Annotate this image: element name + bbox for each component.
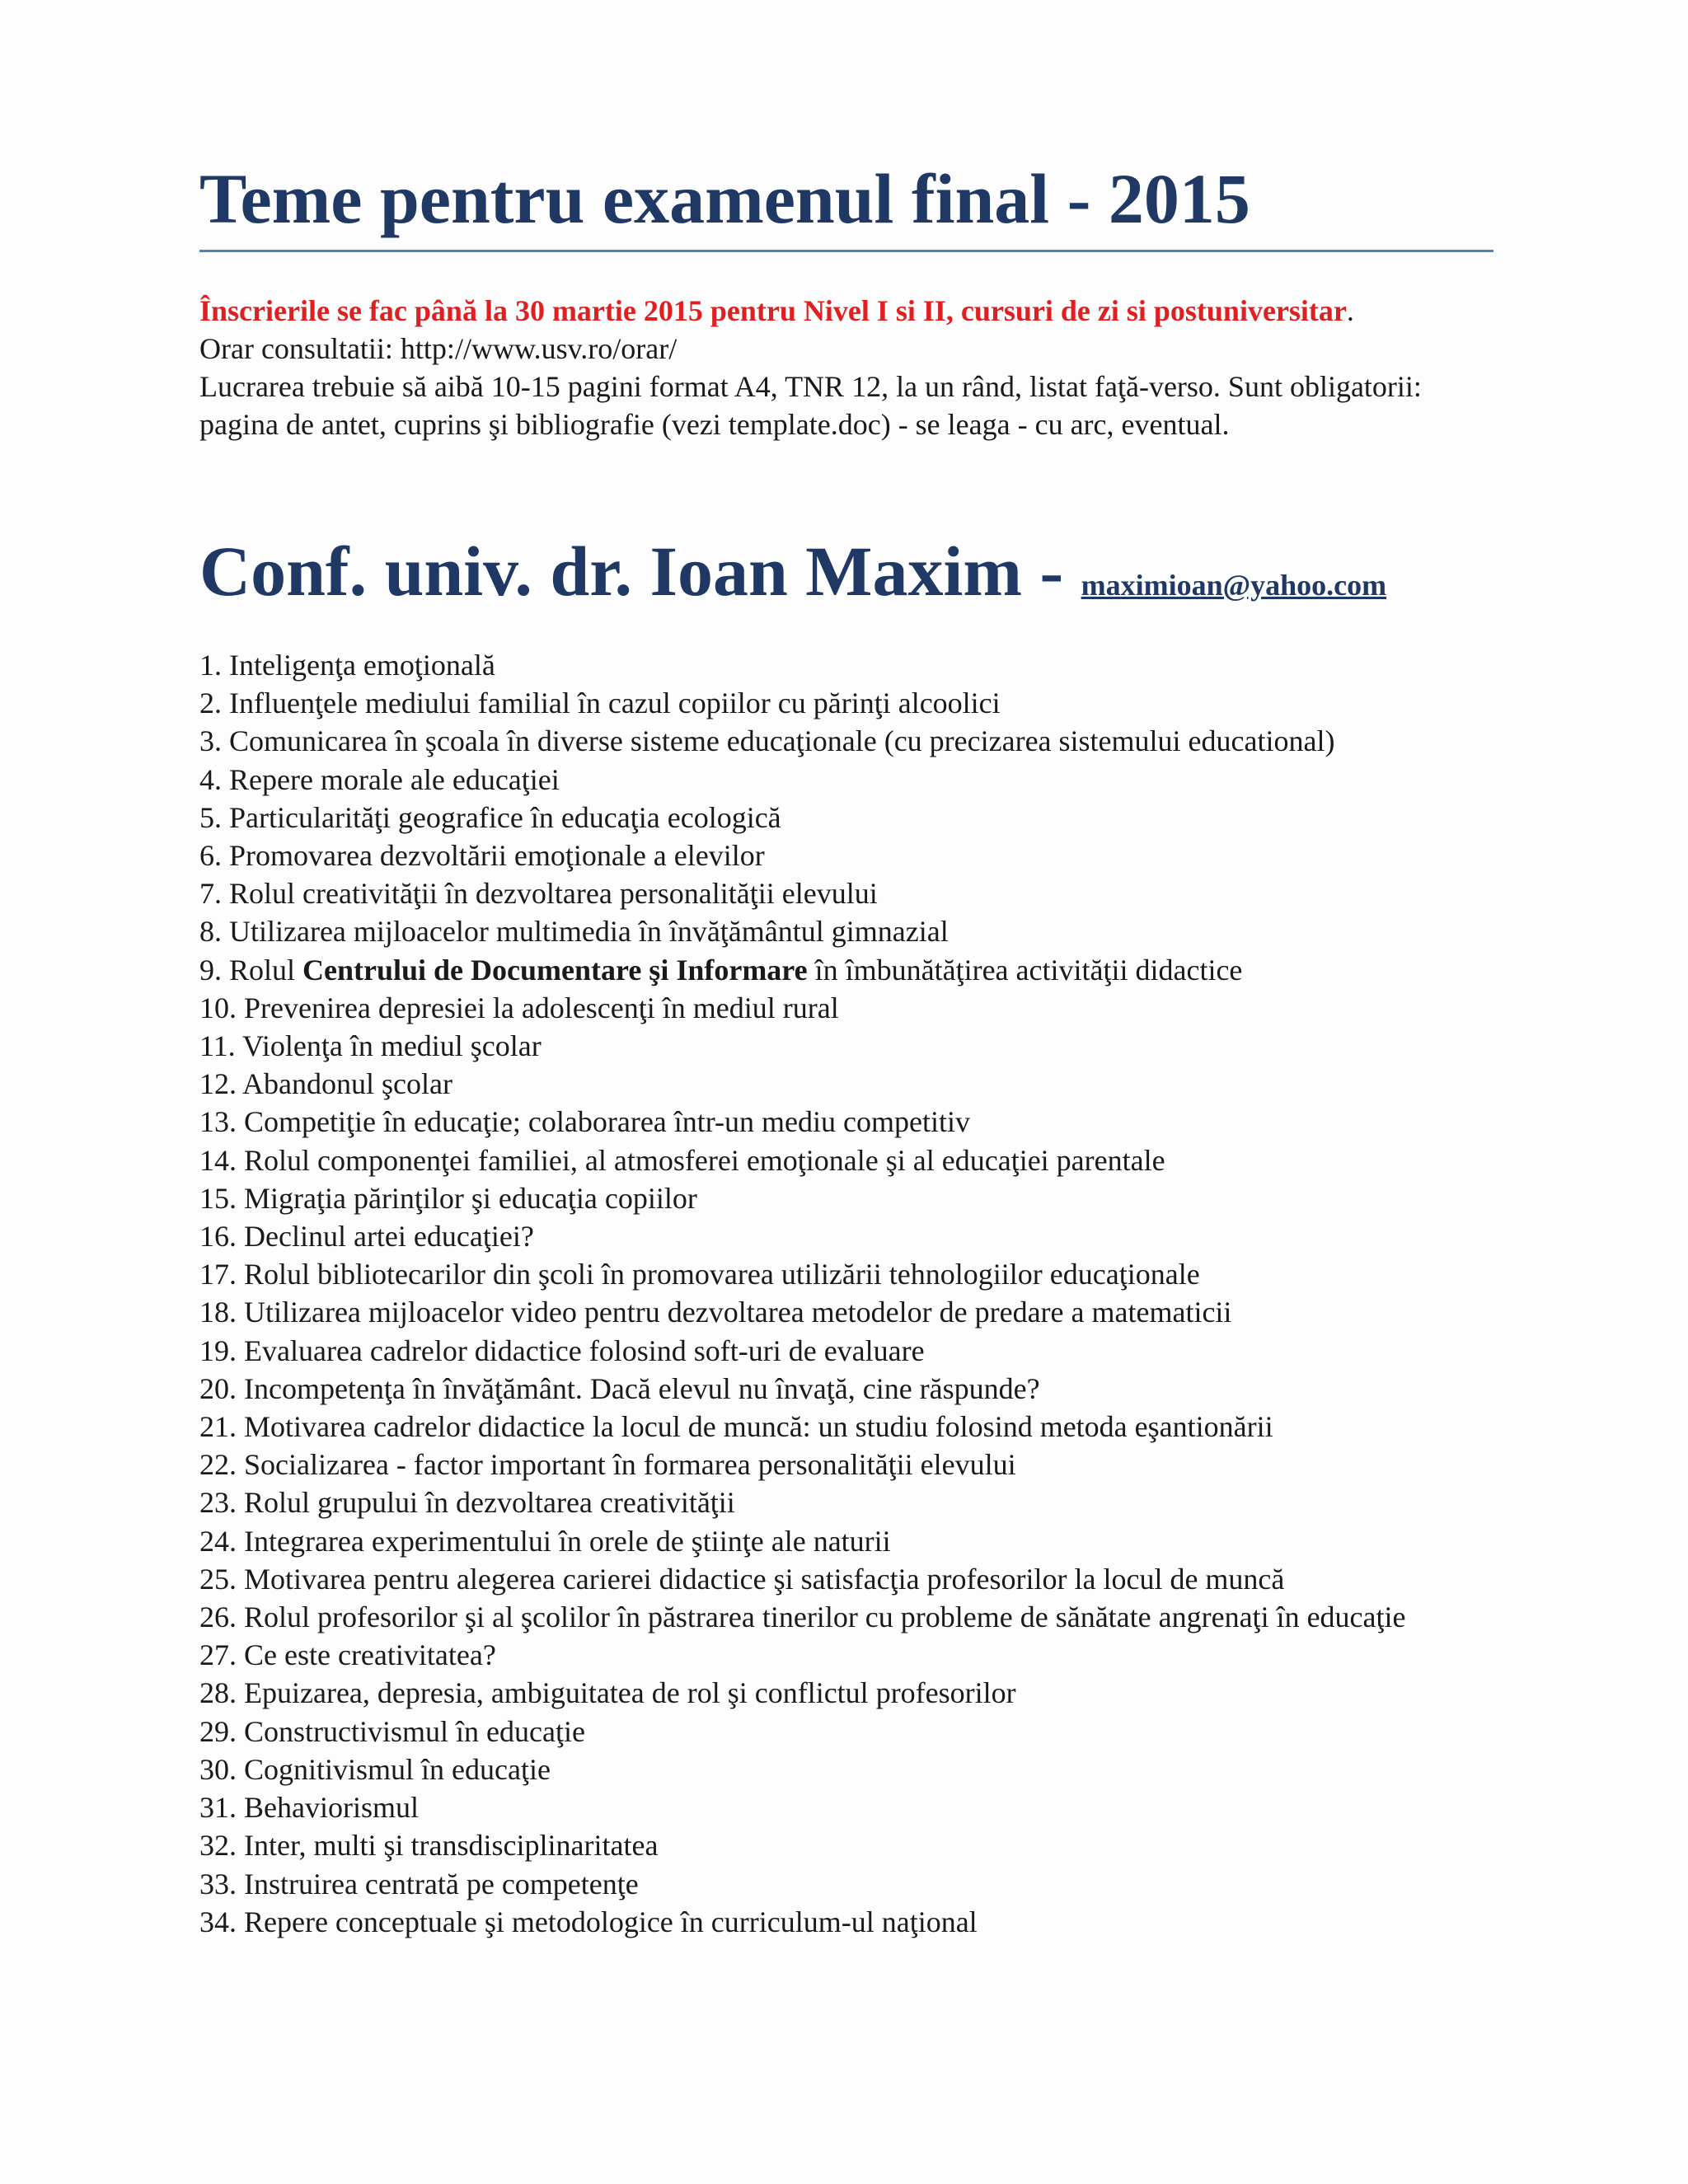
topic-item: 7. Rolul creativităţii în dezvoltarea personalităţii elevului [199,877,878,911]
topic-item: 5. Particularităţi geografice în educaţia ecologică [199,800,781,834]
topic-item: 8. Utilizarea mijloacelor multimedia în învăţământul gimnazial [199,915,949,949]
topic-item: 19. Evaluarea cadrelor didactice folosind soft-uri de evaluare [199,1333,925,1367]
intro-section [199,292,1493,443]
topic-item: 26. Rolul profesorilor şi al şcolilor în păstrarea tinerilor cu probleme de sănătate angrenaţi în educaţie [199,1601,1406,1634]
topic-item: 15. Migraţia părinţilor şi educaţia copiilor [199,1181,697,1215]
topic-item: 11. Violenţa în mediul şcolar [199,1029,542,1063]
topic-item: 16. Declinul artei educaţiei? [199,1220,534,1254]
topic-item: 25. Motivarea pentru alegerea carierei didactice şi satisfacţia profesorilor la locul de muncă [199,1562,1285,1596]
topic-item: 13. Competiţie în educaţie; colaborarea într-un mediu competitiv [199,1105,970,1139]
professor-heading [199,532,1387,611]
topic-item: 33. Instruirea centrată pe competenţe [199,1867,639,1900]
topic-9-rest: în îmbunătăţirea activităţii didactice [807,953,1243,987]
topic-9-prefix: 9. Rolul [199,953,303,987]
topic-item: 10. Prevenirea depresiei la adolescenţi în mediul rural [199,991,839,1024]
topic-item: 3. Comunicarea în şcoala în diverse sisteme educaţionale (cu precizarea sistemului educational) [199,724,1335,758]
professor-name: Conf. univ. dr. Ioan Maxim - [199,532,1081,611]
topic-item: 34. Repere conceptuale şi metodologice în curriculum-ul naţional [199,1905,978,1938]
topic-item [199,951,1493,989]
professor-email-link[interactable]: maximioan@yahoo.com [1081,569,1387,602]
topic-item: 18. Utilizarea mijloacelor video pentru dezvoltarea metodelor de predare a matematicii [199,1296,1232,1329]
topic-item: 23. Rolul grupului în dezvoltarea creativităţii [199,1486,735,1520]
topic-item: 29. Constructivismul în educaţie [199,1714,585,1748]
topic-item: 28. Epuizarea, depresia, ambiguitatea de rol şi conflictul profesorilor [199,1676,1016,1710]
topic-item: 32. Inter, multi şi transdisciplinaritatea [199,1829,659,1863]
topic-item: 24. Integrarea experimentului în orele de ştiinţe ale naturii [199,1524,891,1558]
topics-list [199,646,1493,1941]
topic-item: 14. Rolul componenţei familiei, al atmosferei emoţionale şi al educaţiei parentale [199,1143,1165,1177]
topic-item: 6. Promovarea dezvoltării emoţionale a elevilor [199,839,765,873]
topic-item: 1. Inteligenţa emoţională [199,649,495,682]
consultation-schedule: Orar consultatii: http://www.usv.ro/orar/ [199,332,678,365]
title-underline-divider [199,250,1493,252]
topic-item: 12. Abandonul şcolar [199,1067,452,1101]
paper-requirements: Lucrarea trebuie să aibă 10-15 pagini format A4, TNR 12, la un rând, listat faţă-verso. Sunt obligatorii: pagina de antet, cuprins şi bibliografie (vezi template.doc) - se leaga - cu arc, eventual. [199,370,1422,441]
topic-item: 21. Motivarea cadrelor didactice la locul de muncă: un studiu folosind metoda eşantionării [199,1410,1273,1444]
topic-9-bold: Centrului de Documentare şi Informare [302,953,808,987]
topic-item: 2. Influenţele mediului familial în cazul copiilor cu părinţi alcoolici [199,687,1001,720]
topic-item: 22. Socializarea - factor important în formarea personalităţii elevului [199,1448,1016,1482]
topic-item: 30. Cognitivismul în educaţie [199,1752,551,1786]
topic-item: 17. Rolul bibliotecarilor din şcoli în promovarea utilizării tehnologiilor educaţionale [199,1258,1200,1291]
topic-item: 27. Ce este creativitatea? [199,1638,496,1672]
topic-item: 20. Incompetenţa în învăţământ. Dacă elevul nu învaţă, cine răspunde? [199,1371,1040,1405]
topic-item: 4. Repere morale ale educaţiei [199,762,560,796]
registration-notice-period: . [1346,294,1354,327]
topic-item: 31. Behaviorismul [199,1791,419,1825]
page-title: Teme pentru examenul final - 2015 [199,159,1250,238]
registration-notice [199,292,1493,330]
registration-notice-text: Înscrierile se fac până la 30 martie 2015 pentru Nivel I si II, cursuri de zi si postuniversitar [199,294,1347,327]
